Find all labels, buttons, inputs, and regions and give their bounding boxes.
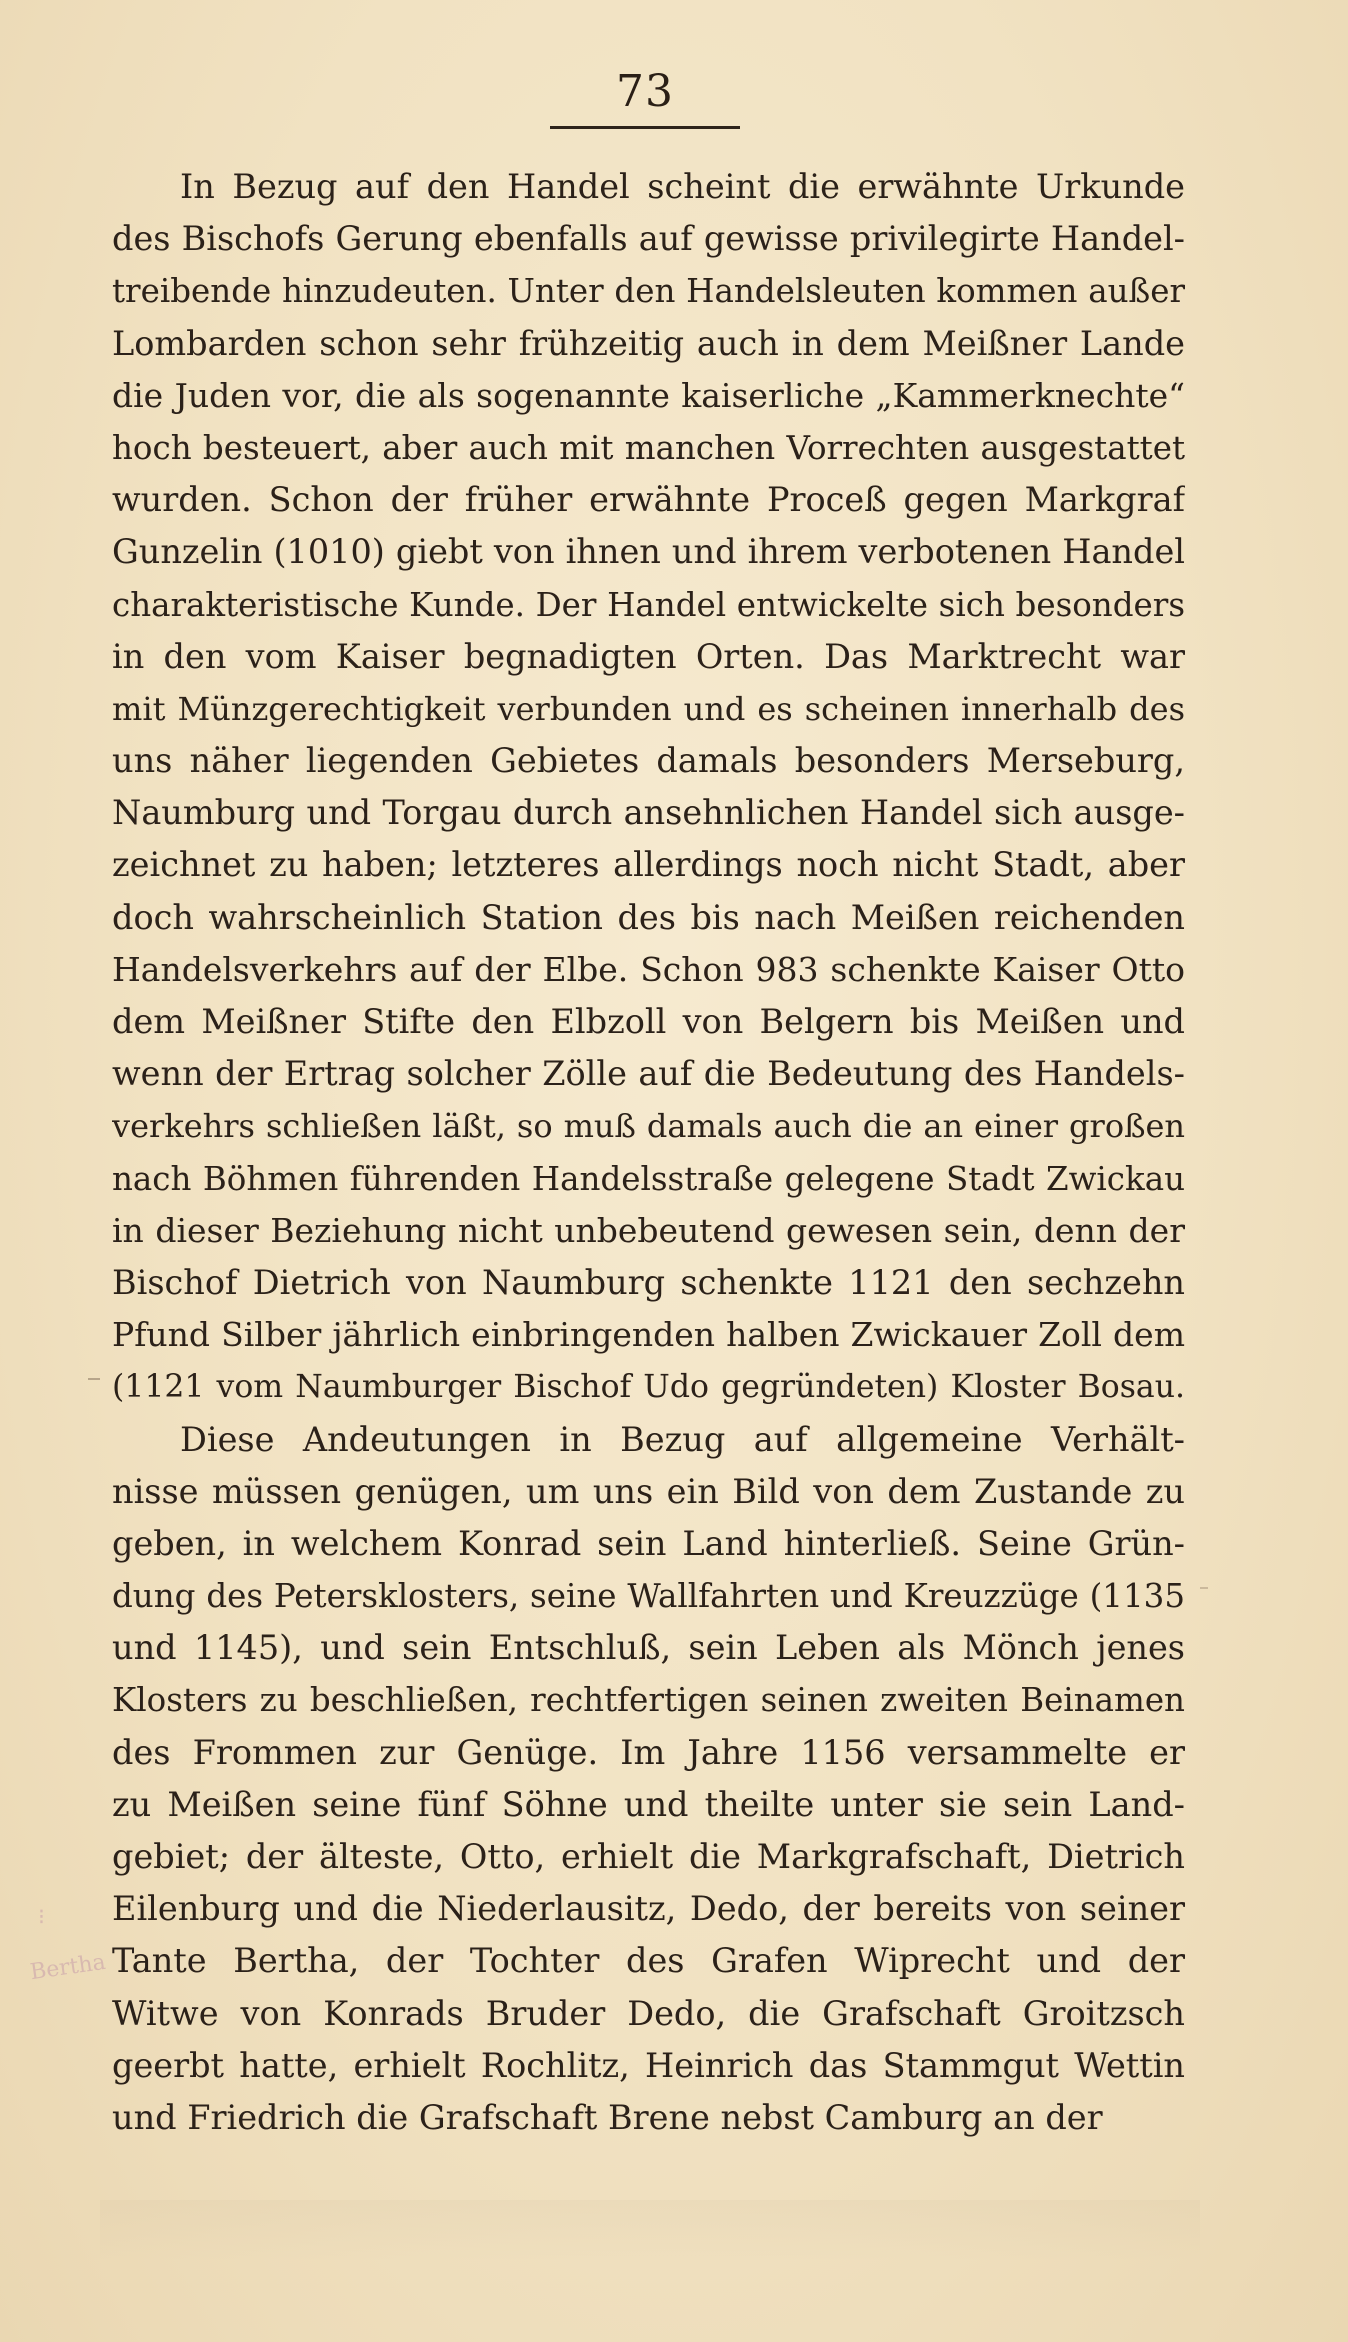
margin-note-bertha: Bertha bbox=[28, 1949, 108, 1986]
text-line: gebiet; der älteste, Otto, erhielt die Markgrafschaft, Dietrich bbox=[112, 1837, 1185, 1876]
text-line: Handelsverkehrs auf der Elbe. Schon 983 schenkte Kaiser Otto bbox=[112, 949, 1185, 989]
text-line: des Bischofs Gerung ebenfalls auf gewisse privilegirte Handel- bbox=[112, 219, 1185, 259]
text-line: in den vom Kaiser begnadigten Orten. Das Marktrecht war bbox=[112, 636, 1185, 676]
text-line: Klosters zu beschließen, rechtfertigen seinen zweiten Beinamen bbox=[112, 1681, 1185, 1720]
margin-tick-left bbox=[88, 1378, 100, 1380]
text-line: Naumburg und Torgau durch ansehnlichen Handel sich ausge- bbox=[112, 793, 1185, 833]
text-line: Diese Andeutungen in Bezug auf allgemeine Verhält- bbox=[180, 1419, 1185, 1459]
text-line: Bischof Dietrich von Naumburg schenkte 1121 den sechzehn bbox=[112, 1262, 1185, 1302]
text-line: Tante Bertha, der Tochter des Grafen Wiprecht und der bbox=[112, 1941, 1185, 1981]
text-line: zeichnet zu haben; letzteres allerdings noch nicht Stadt, aber bbox=[112, 845, 1185, 885]
text-line: und 1145), und sein Entschluß, sein Leben als Mönch jenes bbox=[112, 1628, 1185, 1668]
text-line: charakteristische Kunde. Der Handel entwickelte sich besonders bbox=[112, 585, 1185, 624]
text-line: doch wahrscheinlich Station des bis nach Meißen reichenden bbox=[112, 897, 1185, 937]
page-header bbox=[550, 62, 740, 129]
text-line: Lombarden schon sehr frühzeitig auch in dem Meißner Lande bbox=[112, 323, 1185, 363]
text-line: dung des Petersklosters, seine Wallfahrten und Kreuzzüge (1135 bbox=[112, 1577, 1185, 1616]
text-line: Eilenburg und die Niederlausitz, Dedo, der bereits von seiner bbox=[112, 1889, 1185, 1929]
text-line: und Friedrich die Grafschaft Brene nebst Camburg an der bbox=[112, 2097, 1103, 2137]
text-line: Witwe von Konrads Bruder Dedo, die Grafschaft Groitzsch bbox=[112, 1993, 1185, 2033]
page-number: 73 bbox=[616, 66, 674, 117]
text-line: geben, in welchem Konrad sein Land hinterließ. Seine Grün- bbox=[112, 1523, 1185, 1563]
text-line: Gunzelin (1010) giebt von ihnen und ihrem verbotenen Handel bbox=[112, 532, 1185, 572]
text-line: in dieser Beziehung nicht unbebeutend gewesen sein, denn der bbox=[112, 1210, 1185, 1250]
text-line: wurden. Schon der früher erwähnte Proceß gegen Markgraf bbox=[112, 480, 1185, 520]
text-line: zu Meißen seine fünf Söhne und theilte unter sie sein Land- bbox=[112, 1784, 1185, 1824]
text-line: nach Böhmen führenden Handelsstraße gelegene Stadt Zwickau bbox=[112, 1159, 1185, 1198]
margin-tick-right bbox=[1200, 1587, 1208, 1589]
body-text bbox=[112, 161, 1185, 2144]
margin-note-mark: ⁝ bbox=[38, 1905, 45, 1930]
text-line: wenn der Ertrag solcher Zölle auf die Bedeutung des Handels- bbox=[112, 1054, 1185, 1094]
text-line: treibende hinzudeuten. Unter den Handelsleuten kommen außer bbox=[112, 272, 1185, 311]
show-through-shading bbox=[100, 2200, 1200, 2260]
text-line: In Bezug auf den Handel scheint die erwähnte Urkunde bbox=[180, 167, 1185, 206]
text-line: des Frommen zur Genüge. Im Jahre 1156 versammelte er bbox=[112, 1732, 1185, 1772]
text-line: geerbt hatte, erhielt Rochlitz, Heinrich das Stammgut Wettin bbox=[112, 2045, 1185, 2085]
text-line: mit Münzgerechtigkeit verbunden und es scheinen innerhalb des bbox=[112, 689, 1185, 728]
text-line: nisse müssen genügen, um uns ein Bild von dem Zustande zu bbox=[112, 1471, 1185, 1511]
text-line: die Juden vor, die als sogenannte kaiserliche „Kammerknechte“ bbox=[112, 375, 1185, 415]
text-line: dem Meißner Stifte den Elbzoll von Belgern bis Meißen und bbox=[112, 1002, 1185, 1041]
text-line: verkehrs schließen läßt, so muß damals auch die an einer großen bbox=[112, 1107, 1185, 1146]
text-line: Pfund Silber jährlich einbringenden halben Zwickauer Zoll dem bbox=[112, 1315, 1185, 1355]
text-line: hoch besteuert, aber auch mit manchen Vorrechten ausgestattet bbox=[112, 428, 1185, 467]
text-line: uns näher liegenden Gebietes damals besonders Merseburg, bbox=[112, 741, 1185, 781]
header-rule bbox=[550, 126, 740, 129]
text-line: (1121 vom Naumburger Bischof Udo gegründeten) Kloster Bosau. bbox=[112, 1369, 1185, 1406]
